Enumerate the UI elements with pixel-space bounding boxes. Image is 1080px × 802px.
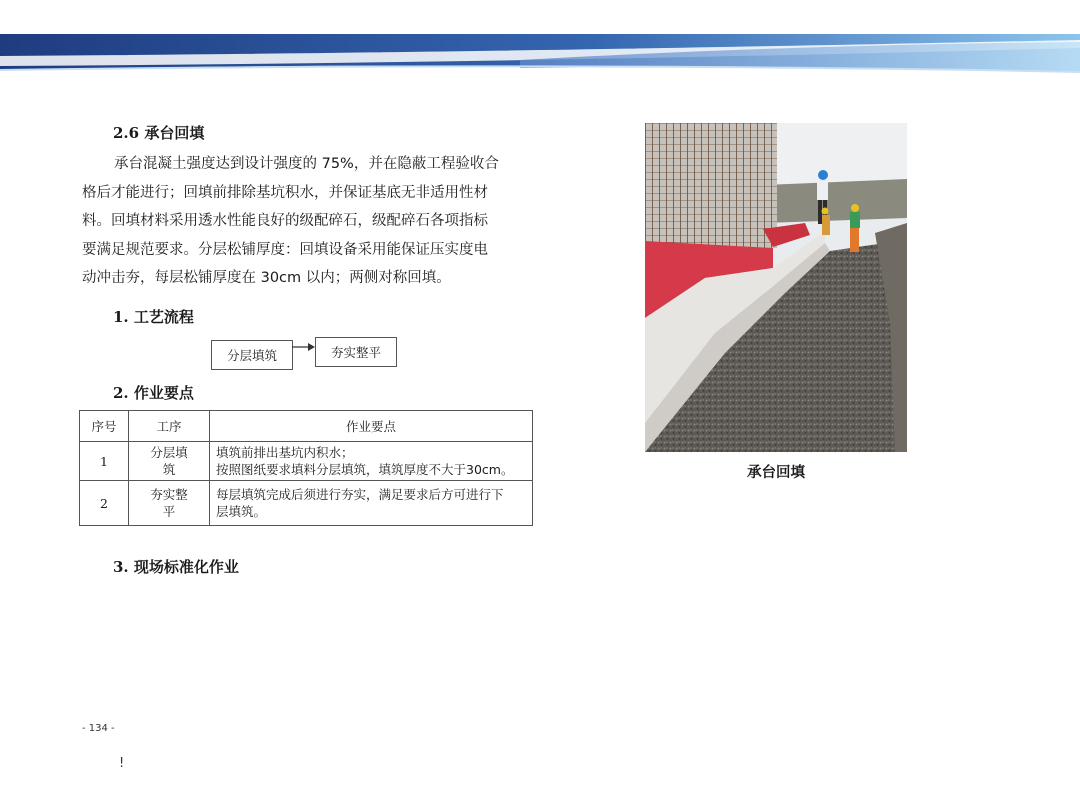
heading-key-points: 2. 作业要点 [113,384,194,402]
body-line: 动冲击夯，每层松铺厚度在 30cm 以内；两侧对称回填。 [82,270,451,286]
table-row [80,442,533,481]
row-process-line: 筑 [162,462,176,477]
body-line: 料。回填材料采用透水性能良好的级配碎石，级配碎石各项指标 [82,213,488,229]
body-line: 格后才能进行；回填前排除基坑积水，并保证基底无非适用性材 [82,184,488,201]
heading-site-standard: 3. 现场标准化作业 [113,558,239,576]
row-point-line: 按照图纸要求填料分层填筑，填筑厚度不大于30cm。 [216,462,514,477]
column-header: 序号 [80,411,129,442]
footer-mark: ! [119,756,125,771]
page-number: - 134 - [82,723,115,734]
site-photo [645,123,907,452]
photo-caption: 承台回填 [747,465,805,481]
row-point-line: 每层填筑完成后须进行夯实，满足要求后方可进行下 [216,487,504,502]
row-number: 1 [80,442,129,481]
table-row [80,481,533,526]
row-number: 2 [80,481,129,526]
section-title: 2.6 承台回填 [113,124,205,142]
column-header: 作业要点 [210,411,533,442]
key-points-table [79,410,533,526]
body-paragraph [82,150,532,293]
row-point [210,481,533,526]
heading-process-flow: 1. 工艺流程 [113,308,194,326]
row-process [129,481,210,526]
row-process [129,442,210,481]
row-process-line: 夯实整 [150,487,188,502]
arrow-right-icon [292,340,316,354]
column-header: 工序 [129,411,210,442]
flow-step-compaction: 夯实整平 [315,337,397,367]
body-line: 承台混凝土强度达到设计强度的 75%，并在隐蔽工程验收合 [114,156,499,172]
row-point [210,442,533,481]
table-header-row [80,411,533,442]
row-point-line: 层填筑。 [216,504,267,519]
row-point-line: 填筑前排出基坑内积水； [216,445,354,460]
row-process-line: 分层填 [150,445,188,460]
body-line: 要满足规范要求。分层松铺厚度：回填设备采用能保证压实度电 [82,241,488,258]
header-banner [0,0,1080,80]
flow-step-layered-filling: 分层填筑 [211,340,293,370]
row-process-line: 平 [162,504,176,519]
